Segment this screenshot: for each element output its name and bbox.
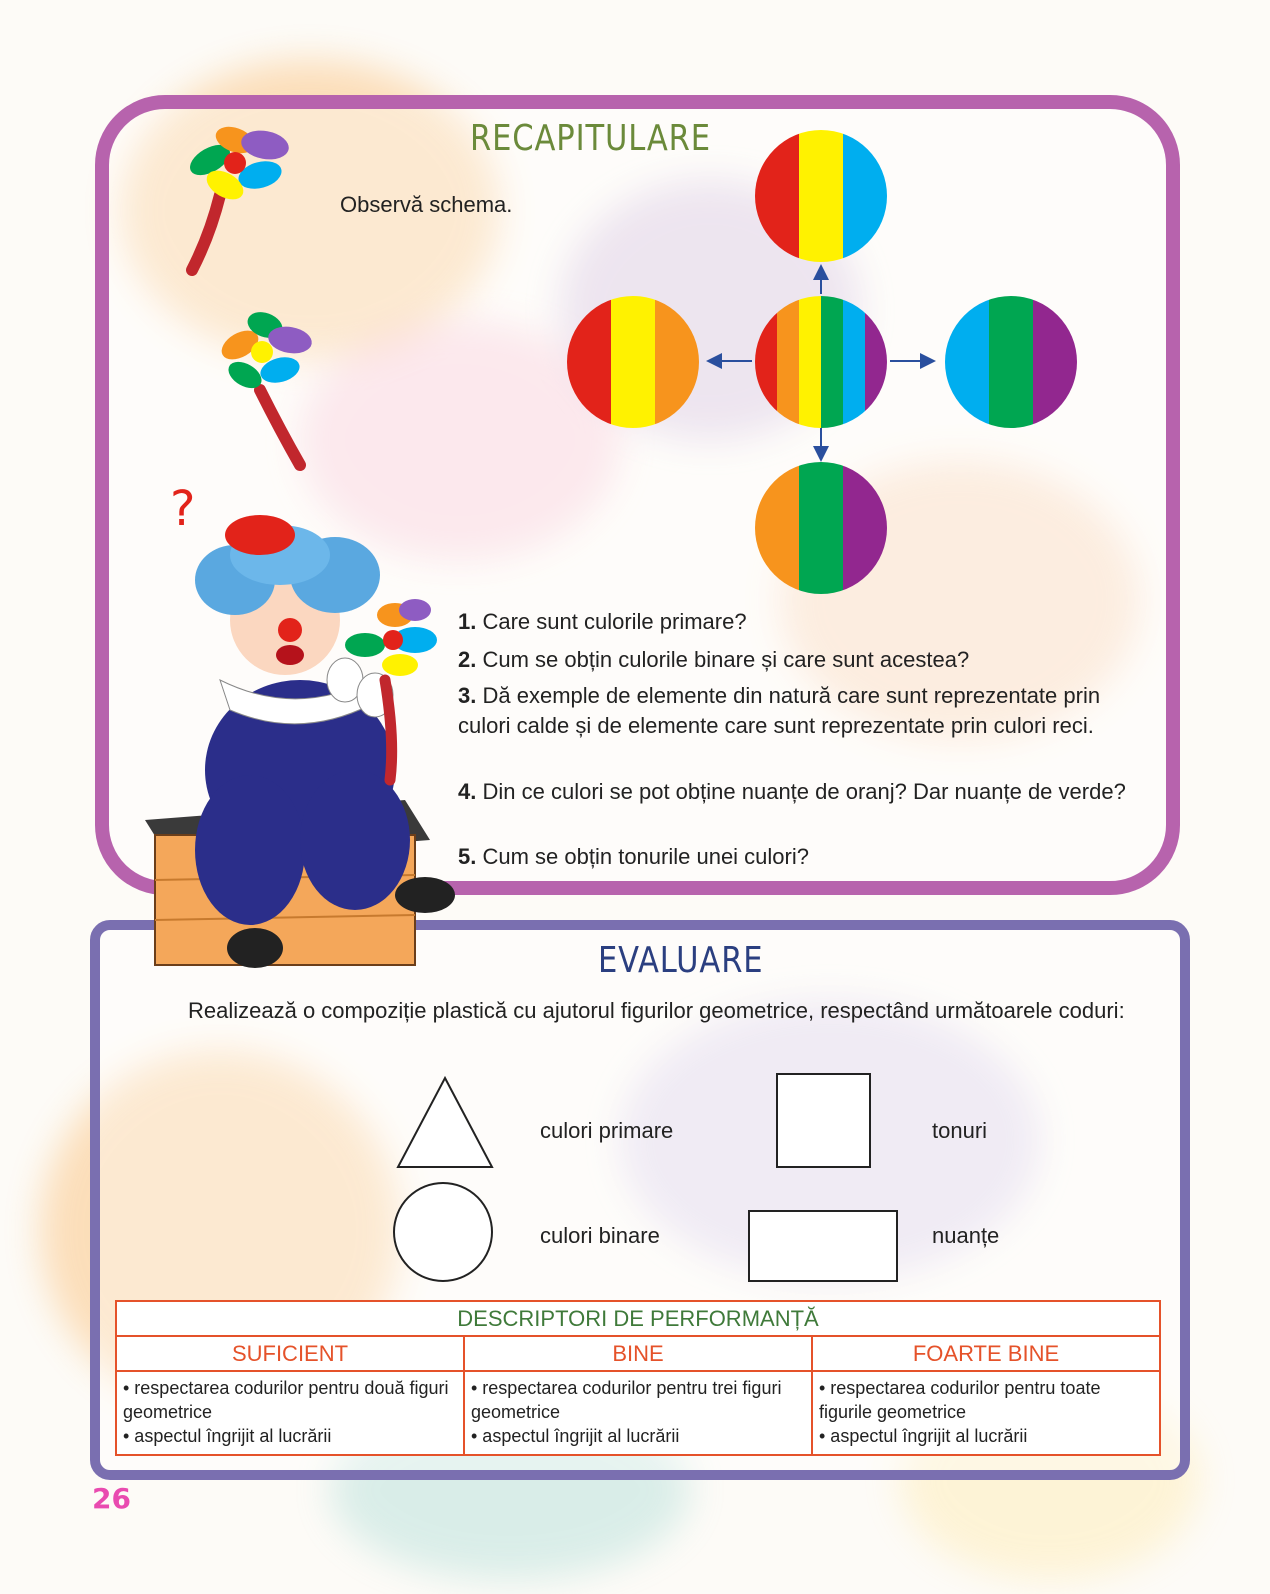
rectangle-shape	[748, 1210, 898, 1282]
descriptor-line: • respectarea codurilor pentru două figuri geometrice	[123, 1378, 449, 1422]
descriptor-foarte-bine	[812, 1371, 1160, 1455]
descriptor-line: • aspectul îngrijit al lucrării	[123, 1426, 332, 1446]
clown-illustration	[140, 480, 470, 980]
code-circle-label: culori binare	[540, 1223, 660, 1248]
page-number: 26	[92, 1482, 131, 1515]
descriptor-bine	[464, 1371, 812, 1455]
circle-shape	[393, 1182, 493, 1282]
descriptor-line: • aspectul îngrijit al lucrării	[471, 1426, 680, 1446]
question-5: 5. Cum se obțin tonurile unei culori?	[458, 844, 809, 869]
balloon-flower-illustration	[180, 115, 300, 280]
recap-title: RECAPITULARE	[470, 118, 711, 159]
performance-descriptors-table	[115, 1300, 1161, 1456]
circle-cool-colors	[945, 296, 1077, 428]
descriptor-suficient	[116, 1371, 464, 1455]
triangle-shape	[395, 1075, 495, 1170]
arrows-diagram	[700, 260, 950, 470]
circle-secondary-colors	[755, 462, 887, 594]
circle-primary-colors	[755, 130, 887, 262]
question-1: 1. Care sunt culorile primare?	[458, 609, 747, 634]
recap-instruction: Observă schema.	[340, 192, 513, 217]
table-header: DESCRIPTORI DE PERFORMANȚĂ	[116, 1301, 1160, 1336]
code-triangle-label: culori primare	[540, 1118, 674, 1143]
square-shape	[776, 1073, 871, 1168]
question-3: 3. Dă exemple de elemente din natură care sunt reprezentate prin culori calde și de elemente care sunt reprezentate prin culori reci.	[458, 683, 1101, 738]
circle-warm-colors	[567, 296, 699, 428]
code-square-label: tonuri	[932, 1118, 988, 1143]
descriptor-line: • respectarea codurilor pentru toate figurile geometrice	[819, 1378, 1101, 1422]
level-foarte-bine: FOARTE BINE	[812, 1336, 1160, 1371]
eval-instruction: Realizează o compoziție plastică cu ajutorul figurilor geometrice, respectând următoarele coduri:	[188, 998, 1125, 1023]
swatch-yellow	[799, 130, 844, 262]
balloon-flower-illustration	[210, 300, 330, 475]
descriptor-line: • aspectul îngrijit al lucrării	[819, 1426, 1028, 1446]
descriptor-line: • respectarea codurilor pentru trei figuri geometrice	[471, 1378, 782, 1422]
code-rectangle-label: nuanțe	[932, 1223, 1000, 1248]
svg-text:?: ?	[170, 481, 196, 537]
eval-title: EVALUARE	[598, 940, 764, 981]
level-bine: BINE	[464, 1336, 812, 1371]
question-4: 4. Din ce culori se pot obține nuanțe de oranj? Dar nuanțe de verde?	[458, 779, 1126, 804]
level-suficient: SUFICIENT	[116, 1336, 464, 1371]
question-2: 2. Cum se obțin culorile binare și care sunt acestea?	[458, 647, 970, 672]
